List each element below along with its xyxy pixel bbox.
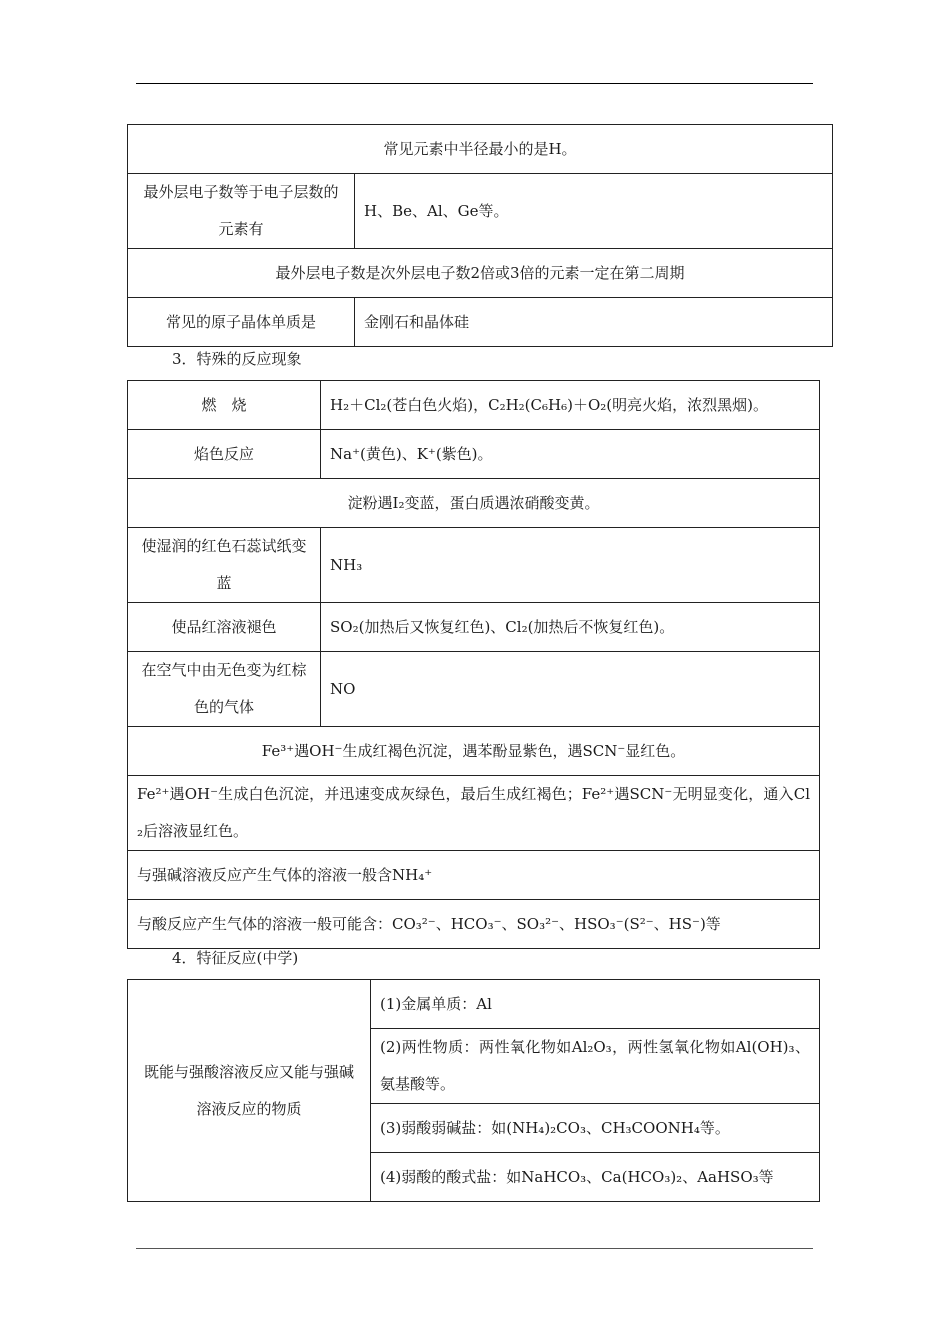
header-rule bbox=[136, 83, 813, 84]
table-row bbox=[128, 528, 820, 603]
table-row bbox=[128, 652, 820, 727]
table-row bbox=[128, 249, 833, 298]
table-row bbox=[128, 776, 820, 851]
table-cell: Fe²⁺遇OH⁻生成白色沉淀，并迅速变成灰绿色，最后生成红褐色；Fe²⁺遇SCN⁻无明显变化，通入Cl₂后溶液显红色。 bbox=[128, 776, 820, 851]
table-cell-value: (3)弱酸弱碱盐：如(NH₄)₂CO₃、CH₃COONH₄等。 bbox=[371, 1104, 820, 1153]
table-element-facts bbox=[127, 124, 833, 347]
table-cell: 淀粉遇I₂变蓝，蛋白质遇浓硝酸变黄。 bbox=[128, 479, 820, 528]
table-cell-value: Na⁺(黄色)、K⁺(紫色)。 bbox=[321, 430, 820, 479]
table-cell-label: 使湿润的红色石蕊试纸变蓝 bbox=[128, 528, 321, 603]
table-row bbox=[128, 381, 820, 430]
table-cell-label: 在空气中由无色变为红棕色的气体 bbox=[128, 652, 321, 727]
table-cell-value: H、Be、Al、Ge等。 bbox=[355, 174, 833, 249]
table-cell-value: SO₂(加热后又恢复红色)、Cl₂(加热后不恢复红色)。 bbox=[321, 603, 820, 652]
table-cell: 常见元素中半径最小的是H。 bbox=[128, 125, 833, 174]
table-cell-value: (4)弱酸的酸式盐：如NaHCO₃、Ca(HCO₃)₂、AaHSO₃等 bbox=[371, 1153, 820, 1202]
table-row bbox=[128, 851, 820, 900]
table-cell-value: NH₃ bbox=[321, 528, 820, 603]
table-cell-label: 焰色反应 bbox=[128, 430, 321, 479]
table-cell-label: 既能与强酸溶液反应又能与强碱溶液反应的物质 bbox=[128, 980, 371, 1202]
table-cell: 与强碱溶液反应产生气体的溶液一般含NH₄⁺ bbox=[128, 851, 820, 900]
section-heading-3: 3．特殊的反应现象 bbox=[172, 350, 302, 368]
section-heading-4: 4．特征反应(中学) bbox=[172, 949, 299, 967]
table-cell-label: 使品红溶液褪色 bbox=[128, 603, 321, 652]
table-row bbox=[128, 430, 820, 479]
table-row bbox=[128, 174, 833, 249]
table-cell-value: (1)金属单质：Al bbox=[371, 980, 820, 1029]
table-cell-label: 常见的原子晶体单质是 bbox=[128, 298, 355, 347]
table-row bbox=[128, 298, 833, 347]
table-cell-value: H₂＋Cl₂(苍白色火焰)，C₂H₂(C₆H₆)＋O₂(明亮火焰，浓烈黑烟)。 bbox=[321, 381, 820, 430]
table-row bbox=[128, 900, 820, 949]
table-row bbox=[128, 125, 833, 174]
table-row bbox=[128, 980, 820, 1029]
table-cell-label: 燃 烧 bbox=[128, 381, 321, 430]
table-cell: Fe³⁺遇OH⁻生成红褐色沉淀，遇苯酚显紫色，遇SCN⁻显红色。 bbox=[128, 727, 820, 776]
table-row bbox=[128, 727, 820, 776]
table-row bbox=[128, 603, 820, 652]
table-cell-value: 金刚石和晶体硅 bbox=[355, 298, 833, 347]
table-cell-value: (2)两性物质：两性氧化物如Al₂O₃，两性氢氧化物如Al(OH)₃、氨基酸等。 bbox=[371, 1029, 820, 1104]
table-cell: 与酸反应产生气体的溶液一般可能含：CO₃²⁻、HCO₃⁻、SO₃²⁻、HSO₃⁻(S²⁻、HS⁻)等 bbox=[128, 900, 820, 949]
table-reaction-phenomena bbox=[127, 380, 820, 949]
footer-rule bbox=[136, 1248, 813, 1249]
table-cell-value: NO bbox=[321, 652, 820, 727]
table-cell: 最外层电子数是次外层电子数2倍或3倍的元素一定在第二周期 bbox=[128, 249, 833, 298]
table-cell-label: 最外层电子数等于电子层数的元素有 bbox=[128, 174, 355, 249]
table-characteristic-reactions bbox=[127, 979, 820, 1202]
table-row bbox=[128, 479, 820, 528]
